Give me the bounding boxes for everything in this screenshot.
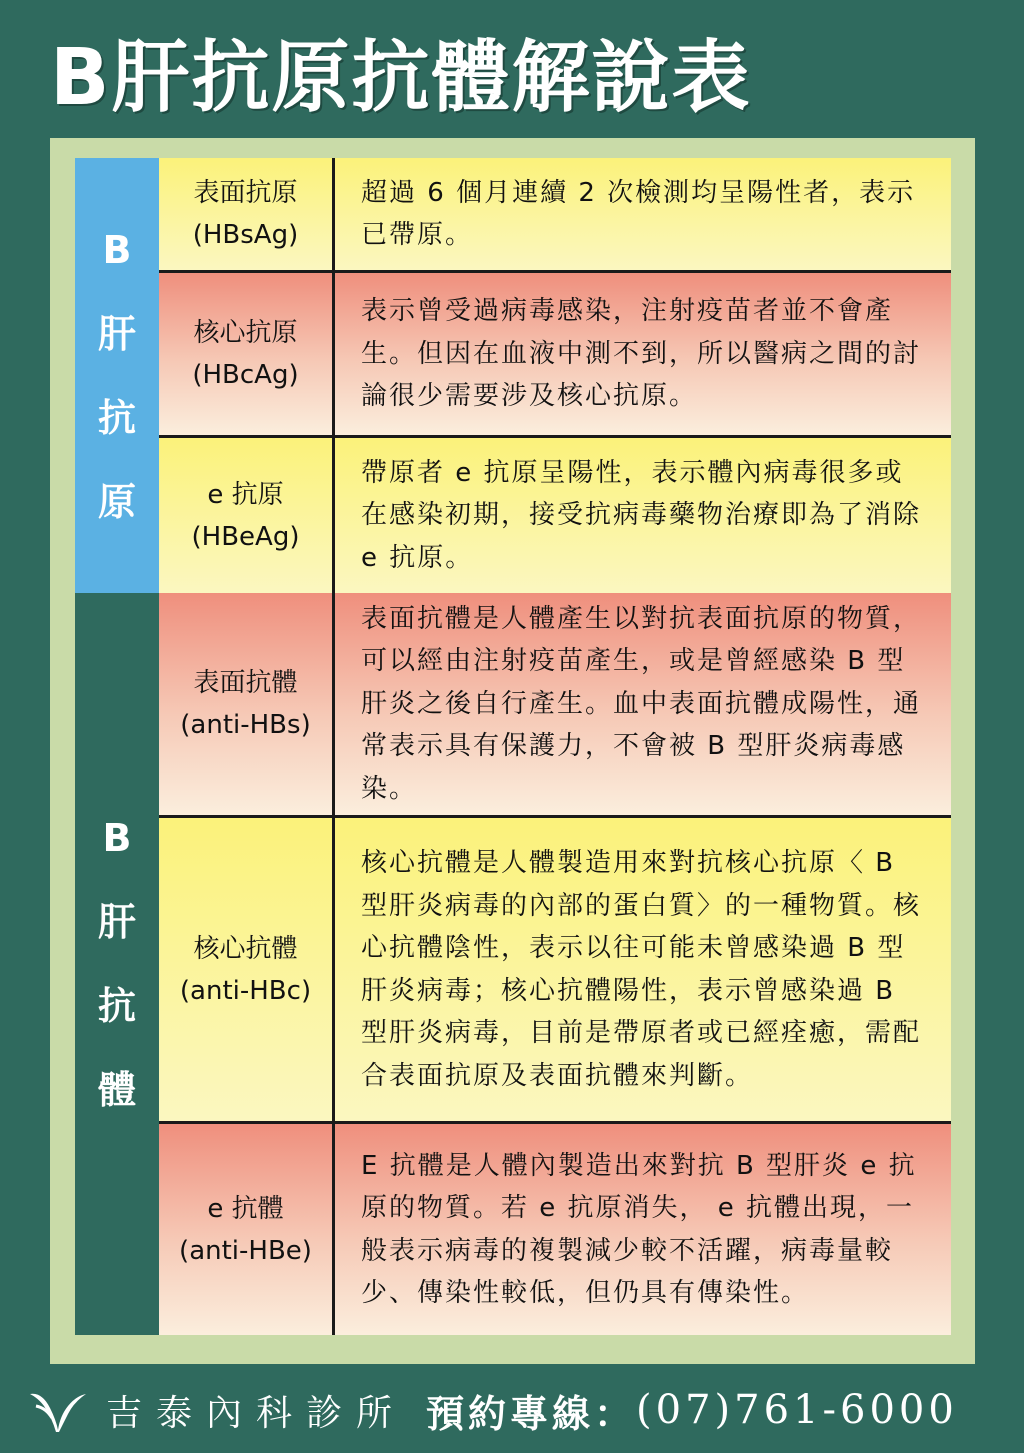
page-title: B肝抗原抗體解說表 <box>50 33 752 123</box>
row-name-cell <box>159 1124 335 1335</box>
row-name-cell <box>159 438 335 593</box>
row-name-zh: e 抗體 <box>207 1193 284 1224</box>
row-name-zh: 表面抗體 <box>193 668 298 698</box>
group-char: 體 <box>97 1068 136 1112</box>
group-char: 肝 <box>97 311 136 356</box>
table-row-anti-hbs <box>159 593 951 815</box>
booking-phone[interactable]: (07)761-6000 <box>636 1387 958 1433</box>
row-description-text: E 抗體是人體內製造出來對抗 B 型肝炎 e 抗原的物質。若 e 抗原消失， e 抗體出現，一般表示病毒的複製減少較不活躍，病毒量較少、傳染性較低，但仍具有傳染性。 <box>361 1150 917 1308</box>
row-description <box>335 273 951 435</box>
row-name-en: (HBsAg) <box>192 220 299 250</box>
group-char: 抗 <box>97 984 136 1028</box>
row-description-text: 超過 6 個月連續 2 次檢測均呈陽性者，表示已帶原。 <box>361 177 916 250</box>
group-char: 肝 <box>97 900 136 944</box>
row-name-en: (anti-HBs) <box>180 710 311 740</box>
antigen-group-label <box>75 158 159 593</box>
row-description-text: 表面抗體是人體產生以對抗表面抗原的物質，可以經由注射疫苗產生，或是曾經感染 B 型肝炎之後自行產生。血中表面抗體成陽性，通常表示具有保護力，不會被 B 型肝炎病毒感染。 <box>361 603 922 804</box>
row-description-text: 表示曾受過病毒感染，注射疫苗者並不會產生。但因在血液中測不到，所以醫病之間的討論很少需要涉及核心抗原。 <box>361 296 922 412</box>
row-name-cell <box>159 593 335 815</box>
group-char: B <box>102 227 132 272</box>
row-name-cell <box>159 158 335 270</box>
table-row-anti-hbc <box>159 815 951 1121</box>
row-description <box>335 1124 951 1335</box>
row-description <box>335 593 951 815</box>
row-description <box>335 818 951 1121</box>
row-description-text: 核心抗體是人體製造用來對抗核心抗原〈 B 型肝炎病毒的內部的蛋白質〉的一種物質。核心抗體陰性，表示以往可能未曾感染過 B 型肝炎病毒；核心抗體陽性，表示曾感染過 B 型肝炎病毒，目前是帶原者或已經痊癒，需配合表面抗原及表面抗體來判斷。 <box>361 848 922 1091</box>
group-char: 抗 <box>97 395 136 440</box>
table-row-hbeag <box>159 435 951 593</box>
row-description <box>335 158 951 270</box>
table-row-hbsag <box>159 158 951 270</box>
group-char: 原 <box>97 479 136 524</box>
row-name-zh: 核心抗體 <box>193 933 298 964</box>
row-name-cell <box>159 818 335 1121</box>
clinic-name: 吉泰內科診所 <box>106 1392 407 1434</box>
row-name-en: (anti-HBc) <box>179 975 312 1006</box>
booking-label: 預約專線： <box>426 1391 637 1436</box>
table-row-hbcag <box>159 270 951 435</box>
row-name-zh: e 抗原 <box>207 479 284 510</box>
row-name-en: (HBcAg) <box>192 360 299 390</box>
row-description <box>335 438 951 593</box>
row-name-zh: 表面抗原 <box>193 178 298 208</box>
row-name-en: (HBeAg) <box>191 521 300 552</box>
antibody-group-label <box>75 593 159 1335</box>
group-char: B <box>102 816 132 860</box>
clinic-logo-icon <box>28 1386 88 1434</box>
row-description-text: 帶原者 e 抗原呈陽性，表示體內病毒很多或在感染初期，接受抗病毒藥物治療即為了消除 e 抗原。 <box>361 457 922 573</box>
table-row-anti-hbe <box>159 1121 951 1335</box>
row-name-zh: 核心抗原 <box>193 318 298 348</box>
row-name-cell <box>159 273 335 435</box>
row-name-en: (anti-HBe) <box>179 1235 312 1266</box>
footer <box>28 1378 1008 1442</box>
